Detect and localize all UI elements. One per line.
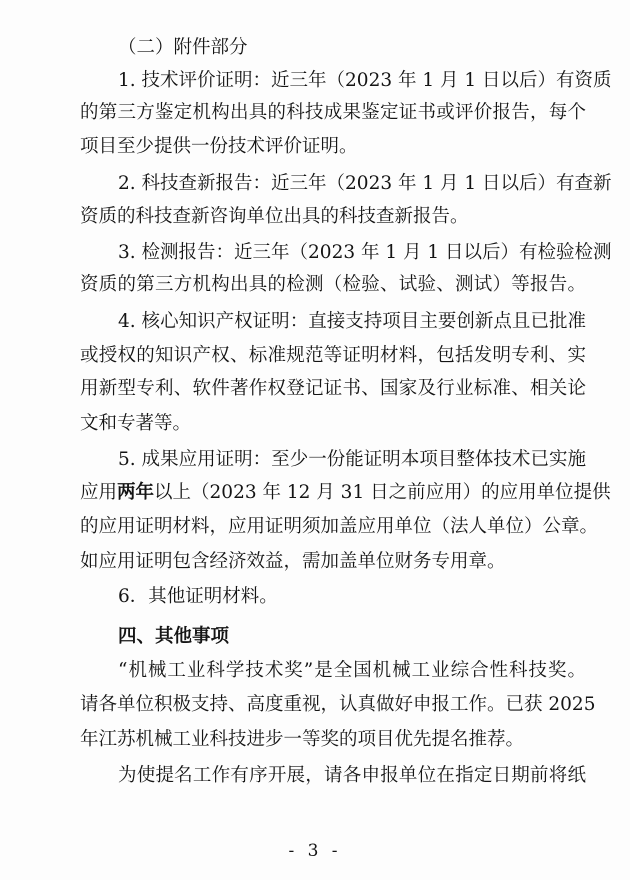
section-heading-attachments: （二）附件部分: [118, 37, 248, 58]
item5-line4: 如应用证明包含经济效益，需加盖单位财务专用章。: [80, 551, 506, 572]
item2-line1: 2. 科技查新报告：近三年（2023 年 1 月 1 日以后）有查新: [118, 173, 612, 194]
item5-line1: 5. 成果应用证明：至少一份能证明本项目整体技术已实施: [118, 449, 586, 470]
item4-line4: 文和专著等。: [80, 413, 192, 434]
item5-line2-suffix: 以上（2023 年 12 月 31 日之前应用）的应用单位提供: [154, 482, 611, 503]
item4-line1: 4. 核心知识产权证明：直接支持项目主要创新点且已批准: [118, 311, 586, 332]
para1-line2: 请各单位积极支持、高度重视，认真做好申报工作。已获 2025: [80, 694, 596, 715]
item1-line3: 项目至少提供一份技术评价证明。: [80, 136, 358, 157]
item1-line2: 的第三方鉴定机构出具的科技成果鉴定证书或评价报告，每个: [80, 102, 586, 123]
item2-line2: 资质的科技查新咨询单位出具的科技查新报告。: [80, 206, 469, 227]
item4-line2: 或授权的知识产权、标准规范等证明材料，包括发明专利、实: [80, 345, 586, 366]
item5-line2: [80, 481, 611, 505]
item1-line1: 1. 技术评价证明：近三年（2023 年 1 月 1 日以后）有资质: [118, 70, 612, 91]
item3-line2: 资质的第三方机构出具的检测（检验、试验、测试）等报告。: [80, 274, 586, 295]
para1-line1: “机械工业科学技术奖”是全国机械工业综合性科技奖。: [118, 660, 586, 681]
item5-emphasis-two-years: 两年: [117, 482, 155, 503]
page-number: - 3 -: [288, 841, 342, 861]
item4-line3: 用新型专利、软件著作权登记证书、国家及行业标准、相关论: [80, 378, 586, 399]
item5-line2-prefix: 应用: [80, 482, 118, 503]
item6-line: 6．其他证明材料。: [118, 586, 278, 607]
para1-line3: 年江苏机械工业科技进步一等奖的项目优先提名推荐。: [80, 729, 525, 750]
item5-line3: 的应用证明材料，应用证明须加盖应用单位（法人单位）公章。: [80, 516, 599, 537]
item3-line1: 3. 检测报告：近三年（2023 年 1 月 1 日以后）有检验检测: [118, 242, 612, 263]
para2-line1: 为使提名工作有序开展，请各申报单位在指定日期前将纸: [118, 765, 586, 786]
section-heading-other-matters: 四、其他事项: [118, 626, 230, 647]
